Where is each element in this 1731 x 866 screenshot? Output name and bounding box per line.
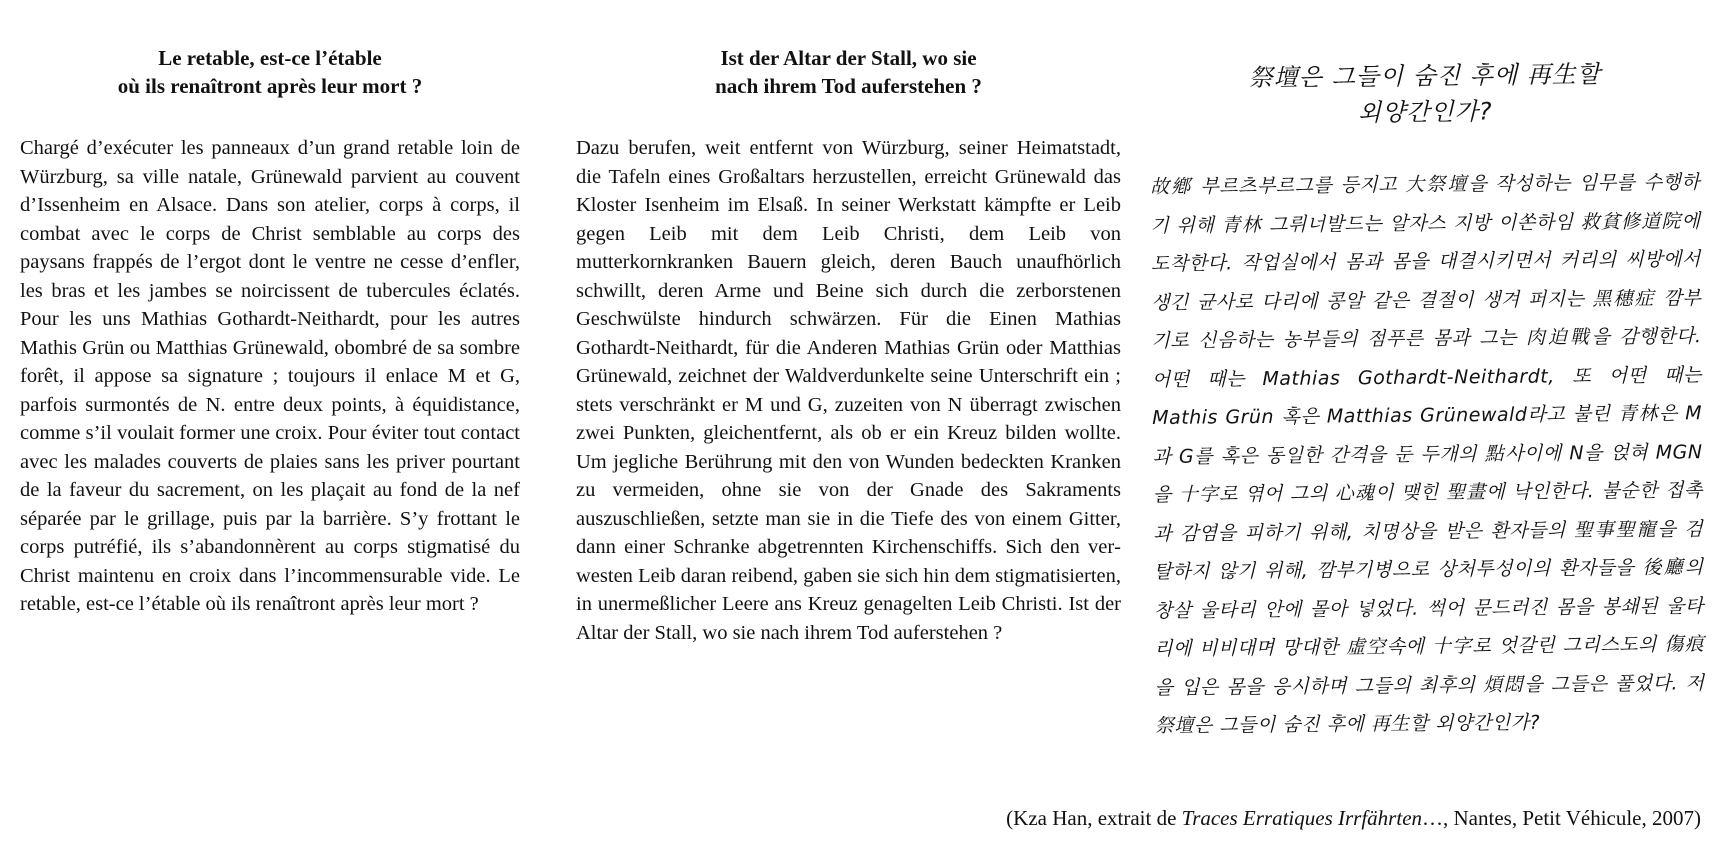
german-title xyxy=(576,44,1121,100)
french-title-line2: où ils renaîtront après leur mort ? xyxy=(117,74,423,98)
korean-handwritten-column xyxy=(1150,44,1705,746)
caption-work-title: Traces Erratiques Irrfährten xyxy=(1181,806,1423,830)
korean-body: 故鄕 부르츠부르그를 등지고 大祭壇을 작성하는 임무를 수행하기 위해 青林 그뤼너발드는 알자스 지방 이쏜하임 救貧修道院에 도착한다. 작업실에서 몸과 몸을 대결시키면서 커리의 씨방에서 생긴 균사로 다리에 콩알 같은 결절이 생겨 퍼지는 黑穗症 깜부기로 신음하는 농부들의 점푸른 몸과 그는 肉迫戰을 감행한다. 어떤 때는 Mathias Gothardt-Neithardt, 또 어떤 때는 Mathis Grün 혹은 Matthias Grünewald라고 불린 青林은 M과 G를 혹은 동일한 간격을 둔 두개의 點사이에 N을 얹혀 MGN을 十字로 엮어 그의 心魂이 맺힌 聖畫에 낙인한다. 불순한 접촉과 감염을 피하기 위해, 치명상을 받은 환자들의 聖事聖寵을 검탈하지 않기 위해, 깜부기병으로 상처투성이의 환자들을 後廳의 창살 울타리 안에 몰아 넣었다. 썩어 문드러진 몸을 봉쇄된 울타리에 비비대며 망대한 虛空속에 十字로 엇갈린 그리스도의 傷痕을 입은 몸을 응시하며 그들의 최후의 煩悶을 그들은 풀었다. 저 祭壇은 그들이 숨진 후에 再生할 외양간인가? xyxy=(1150,171,1705,737)
french-title-line1: Le retable, est-ce l’étable xyxy=(158,46,382,70)
french-body: Chargé d’exécuter les panneaux d’un grand retable loin de Würzburg, sa ville natale, Grünewald parvient au couvent d’Issenheim en Alsace. Dans son atelier, corps à corps, il combat avec le corps de Christ semblable au corps des paysans frappés de l’ergot dont le ventre ne cesse d’enfler, les bras et les jambes se noircissent de tubercules éclatés. Pour les uns Mathias Gothardt-Neithardt, pour les autres Mathis Grün ou Matthias Grünewald, obombré de sa sombre forêt, il appose sa signature ; toujours il enlace M et G, parfois surmontés de N. entre deux points, à équidistance, comme s’il voulait former une croix. Pour éviter tout contact avec les malades couverts de plaies sans les priver pourtant de la faveur du sacrement, on les plaçait au fond de la nef séparée par le grillage, puis par la barrière. S’y frottant le corps putréfié, ils s’abandonnèrent au corps stigmatisé du Christ maintenu en croix dans l’incommensurable vide. Le retable, est-ce l’étable où ils renaîtront après leur mort ? xyxy=(20,137,520,615)
german-title-line2: nach ihrem Tod auferstehen ? xyxy=(715,74,982,98)
german-column xyxy=(576,44,1121,647)
korean-title-line2: 외양간인가? xyxy=(1357,97,1493,127)
korean-title-line1: 祭壇은 그들이 숨진 후에 再生할 xyxy=(1248,60,1602,92)
source-caption xyxy=(1006,806,1701,831)
german-body: Dazu berufen, weit entfernt von Würzburg, seiner Heimatstadt, die Tafeln eines Großaltars herzustellen, erreicht Grünewald das Kloster Isenheim im Elsaß. In seiner Werkstatt kämpfte er Leib gegen Leib mit dem Leib Christi, dem Leib von mutterkornkranken Bauern gleich, deren Bauch unaufhörlich schwillt, deren Arme und Beine sich durch die zerborstenen Geschwülste hindurch schwärzen. Für die Einen Mathias Gothardt-Neithardt, für die Anderen Mathias Grün oder Matthias Grünewald, zeichnet der Waldverdunkelte seine Unterschrift ein ; stets verschränkt er M und G, zuzeiten von N überragt zwischen zwei Punkten, gleichentfernt, als ob er ein Kreuz bilden wollte. Um jegliche Berührung mit den von Wunden bedeckten Kranken zu vermeiden, ohne sie von der Gnade des Sakraments auszuschließen, setzte man sie in die Tiefe des von einem Gitter, dann einer Schranke abgetrennten Kirchenschiffs. Sich den verwesten Leib daran reibend, gaben sie sich hin dem stigmatisierten, in unermeßlicher Leere ans Kreuz genagelten Leib Christi. Ist der Altar der Stall, wo sie nach ihrem Tod auferstehen ? xyxy=(576,137,1121,644)
german-title-line1: Ist der Altar der Stall, wo sie xyxy=(720,46,977,70)
korean-title xyxy=(1150,55,1701,133)
french-title xyxy=(20,44,520,100)
french-column xyxy=(20,44,520,619)
caption-suffix: …, Nantes, Petit Véhicule, 2007) xyxy=(1422,806,1701,830)
caption-prefix: (Kza Han, extrait de xyxy=(1006,806,1182,830)
